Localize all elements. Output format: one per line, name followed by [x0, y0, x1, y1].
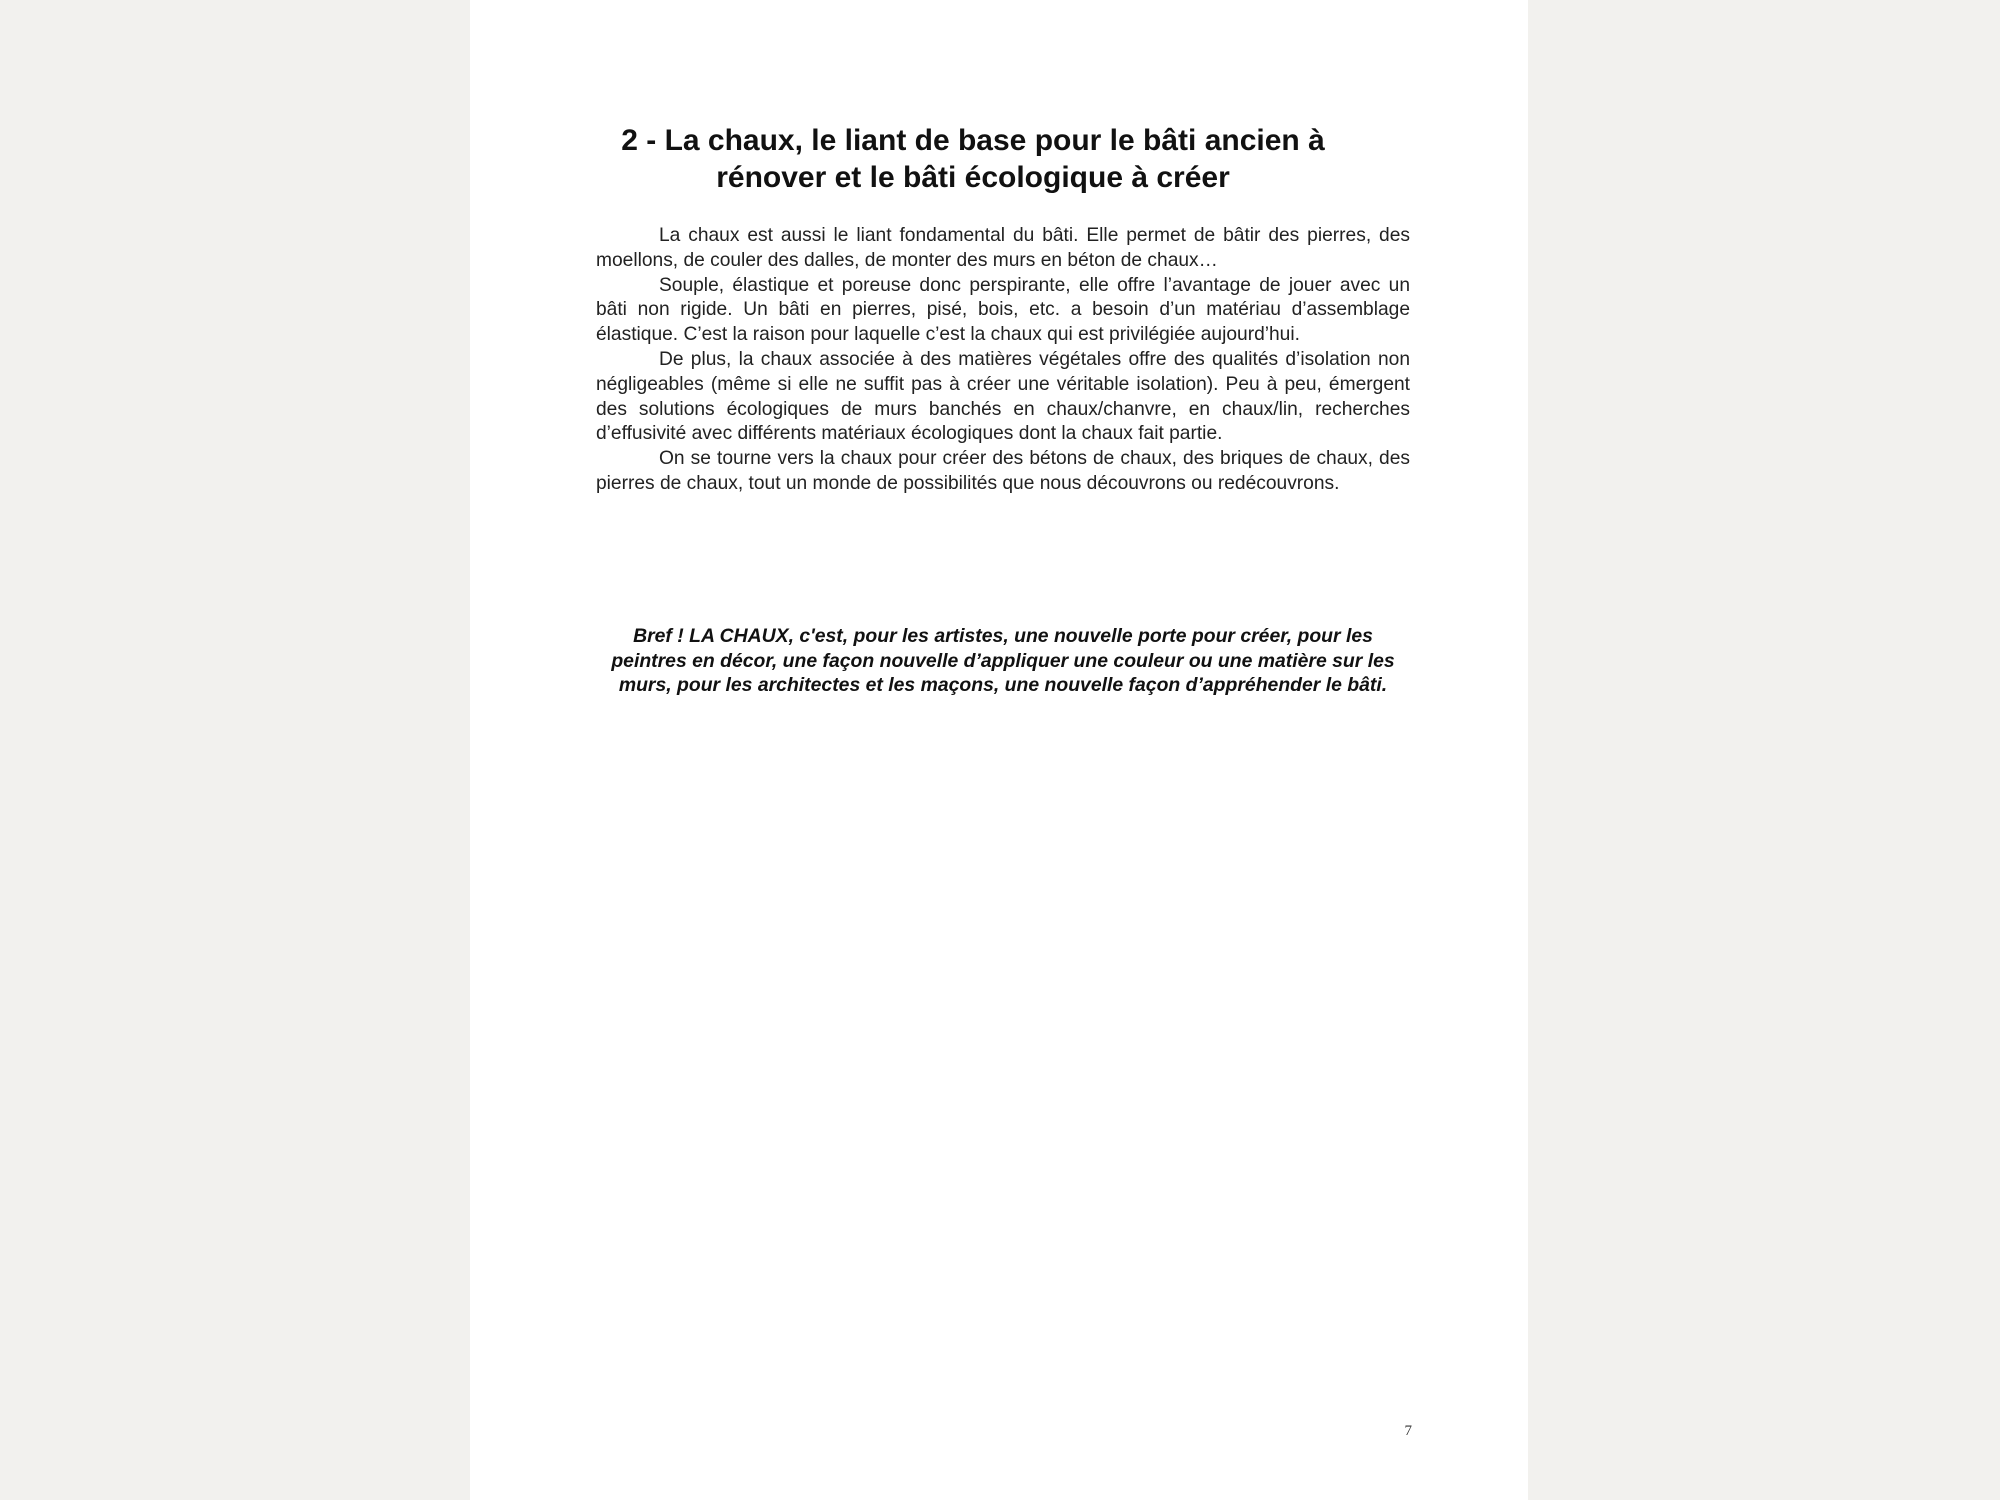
paragraph-4: On se tourne vers la chaux pour créer des bétons de chaux, des briques de chaux, des pierres de chaux, tout un monde de possibilités que nous découvrons ou redécouvrons.	[596, 448, 1410, 494]
conclusion-text: Bref ! LA CHAUX, c'est, pour les artistes, une nouvelle porte pour créer, pour les peintres en décor, une façon nouvelle d’appliquer une couleur ou une matière sur les murs, pour les architectes et les maçons, une nouvelle façon d’appréhender le bâti.	[611, 625, 1395, 696]
page-number: 7	[1404, 1423, 1412, 1439]
document-page	[470, 0, 1528, 1500]
paragraph-2: Souple, élastique et poreuse donc perspirante, elle offre l’avantage de jouer avec un bâti non rigide. Un bâti en pierres, pisé, bois, etc. a besoin d’un matériau d’assemblage élastique. C’est la raison pour laquelle c’est la chaux qui est privilégiée aujourd’hui.	[596, 274, 1410, 346]
section-title: 2 - La chaux, le liant de base pour le bâti ancien à rénover et le bâti écologique à créer	[621, 124, 1325, 194]
body-text	[596, 224, 1410, 497]
paragraph-1: La chaux est aussi le liant fondamental du bâti. Elle permet de bâtir des pierres, des moellons, de couler des dalles, de monter des murs en béton de chaux…	[596, 225, 1410, 271]
paragraph-3: De plus, la chaux associée à des matières végétales offre des qualités d’isolation non négligeables (même si elle ne suffit pas à créer une véritable isolation). Peu à peu, émergent des solutions écologiques de murs banchés en chaux/chanvre, en chaux/lin, recherches d’effusivité avec différents matériaux écologiques dont la chaux fait partie.	[596, 348, 1410, 445]
